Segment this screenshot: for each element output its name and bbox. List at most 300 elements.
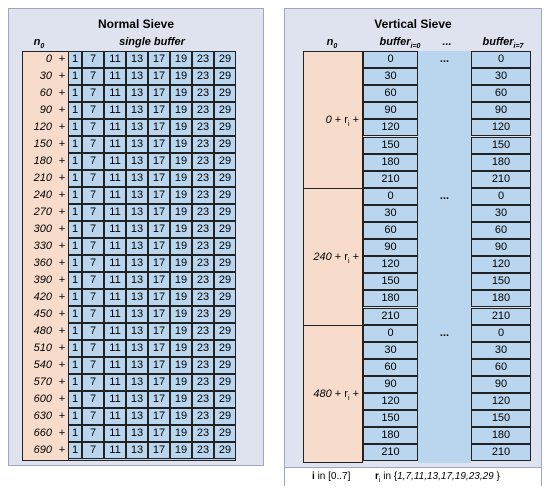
residue-cell: 1	[68, 136, 82, 153]
residue-cell: 23	[192, 374, 214, 391]
residue-cell: 29	[214, 306, 236, 323]
residue-cell: 7	[82, 170, 104, 187]
residue-cell: 29	[214, 272, 236, 289]
buffer-i0-cell: 150	[363, 273, 418, 290]
residue-cell: 17	[148, 306, 170, 323]
residue-cell: 19	[170, 221, 192, 238]
buffer-i7-cell: 30	[471, 342, 531, 359]
residue-cell: 1	[68, 68, 82, 85]
residue-cell: 7	[82, 425, 104, 442]
residue-cell: 29	[214, 408, 236, 425]
residue-cell: 23	[192, 340, 214, 357]
n0-value: 150	[33, 138, 52, 150]
residue-cell: 29	[214, 442, 236, 459]
group-label	[303, 113, 359, 132]
plus-sign: +	[58, 257, 65, 269]
n0-value: 420	[33, 291, 52, 303]
residue-cell: 13	[126, 136, 148, 153]
residue-cell: 23	[192, 425, 214, 442]
plus-sign: +	[58, 155, 65, 167]
plus-sign: +	[58, 53, 65, 65]
residue-cell: 11	[104, 425, 126, 442]
residue-cell: 23	[192, 255, 214, 272]
plus-sign: +	[58, 291, 65, 303]
header-buffer-i7: buffer$_{i=7}$	[482, 36, 524, 51]
residue-cell: 23	[192, 153, 214, 170]
buffer-i0-cell: 120	[363, 119, 418, 136]
buffer-i0-cell: 60	[363, 85, 418, 102]
residue-cell: 17	[148, 408, 170, 425]
residue-cell: 7	[82, 51, 104, 68]
buffer-i7-cell: 120	[471, 119, 531, 136]
residue-cell: 1	[68, 408, 82, 425]
plus-r: + r	[334, 251, 348, 263]
residue-cell: 1	[68, 85, 82, 102]
residue-cell: 11	[104, 68, 126, 85]
residue-cell: 19	[170, 187, 192, 204]
buffer-i0-cell: 60	[363, 222, 418, 239]
residue-cell: 23	[192, 357, 214, 374]
residue-cell: 13	[126, 374, 148, 391]
residue-cell: 13	[126, 357, 148, 374]
residue-cell: 17	[148, 357, 170, 374]
residue-cell: 7	[82, 408, 104, 425]
residue-cell: 13	[126, 68, 148, 85]
residue-cell: 19	[170, 153, 192, 170]
residue-cell: 7	[82, 221, 104, 238]
residue-cell: 23	[192, 170, 214, 187]
n0-value: 540	[33, 359, 52, 371]
plus-sign: +	[58, 274, 65, 286]
n0-value: 240	[33, 189, 52, 201]
n0-value: 30	[39, 70, 52, 82]
buffer-i0-cell: 30	[363, 68, 418, 85]
residue-cell: 19	[170, 204, 192, 221]
dots: ...	[439, 53, 450, 65]
residue-cell: 29	[214, 425, 236, 442]
residue-cell: 11	[104, 323, 126, 340]
residue-cell: 13	[126, 425, 148, 442]
n0-value: 270	[33, 206, 52, 218]
n0-value: 480	[33, 325, 52, 337]
residue-cell: 23	[192, 442, 214, 459]
plus-sign: +	[349, 114, 359, 126]
buffer-i7-cell: 30	[471, 205, 531, 222]
residue-cell: 17	[148, 221, 170, 238]
buffer-i7-cell: 210	[471, 308, 531, 325]
n0-value: 510	[33, 342, 52, 354]
residue-cell: 11	[104, 238, 126, 255]
n0-value: 600	[33, 393, 52, 405]
r-set-legend: $r_i$ in {1,7,11,13,17,19,23,29 }	[375, 471, 500, 484]
legend-footer	[285, 467, 541, 487]
residue-cell: 23	[192, 51, 214, 68]
buffer-i0-cell: 180	[363, 154, 418, 171]
residue-cell: 29	[214, 238, 236, 255]
buffer-i7-cell: 0	[471, 188, 531, 205]
buffer-i0-cell: 60	[363, 359, 418, 376]
buffer-i7-cell: 90	[471, 102, 531, 119]
residue-cell: 19	[170, 170, 192, 187]
residue-cell: 23	[192, 187, 214, 204]
residue-cell: 19	[170, 289, 192, 306]
residue-cell: 19	[170, 68, 192, 85]
buffer-i0-cell: 0	[363, 51, 418, 68]
n0-value: 0	[45, 53, 52, 65]
residue-cell: 29	[214, 357, 236, 374]
residue-cell: 17	[148, 391, 170, 408]
residue-cell: 11	[104, 136, 126, 153]
plus-r: + r	[334, 114, 348, 126]
dots: ...	[439, 190, 450, 202]
residue-cell: 29	[214, 323, 236, 340]
residue-cell: 1	[68, 102, 82, 119]
plus-sign: +	[58, 240, 65, 252]
n0-value: 300	[33, 223, 52, 235]
plus-r: + r	[334, 388, 348, 400]
residue-cell: 29	[214, 153, 236, 170]
group-base: 240	[313, 251, 335, 263]
residue-cell: 11	[104, 408, 126, 425]
residue-cell: 19	[170, 306, 192, 323]
residue-cell: 7	[82, 187, 104, 204]
residue-cell: 1	[68, 374, 82, 391]
buffer-i7-cell: 210	[471, 444, 531, 461]
residue-cell: 11	[104, 272, 126, 289]
n0-value: 210	[33, 172, 52, 184]
residue-cell: 19	[170, 238, 192, 255]
n0-value: 660	[33, 427, 52, 439]
buffer-i7-cell: 180	[471, 154, 531, 171]
residue-cell: 13	[126, 221, 148, 238]
normal-sieve-panel	[8, 8, 264, 466]
residue-cell: 7	[82, 204, 104, 221]
residue-cell: 17	[148, 68, 170, 85]
residue-cell: 11	[104, 102, 126, 119]
residue-cell: 13	[126, 238, 148, 255]
buffer-i7-cell: 120	[471, 393, 531, 410]
n0-value: 360	[33, 257, 52, 269]
r-subscript: i	[347, 258, 350, 266]
residue-cell: 1	[68, 187, 82, 204]
plus-sign: +	[58, 172, 65, 184]
residue-cell: 11	[104, 255, 126, 272]
buffer-i7-cell: 150	[471, 273, 531, 290]
residue-cell: 1	[68, 357, 82, 374]
residue-cell: 13	[126, 289, 148, 306]
residue-cell: 17	[148, 238, 170, 255]
buffer-i0-cell: 30	[363, 342, 418, 359]
residue-cell: 17	[148, 272, 170, 289]
residue-cell: 1	[68, 221, 82, 238]
plus-sign: +	[58, 87, 65, 99]
residue-cell: 17	[148, 425, 170, 442]
residue-cell: 13	[126, 102, 148, 119]
residue-cell: 23	[192, 85, 214, 102]
residue-cell: 7	[82, 391, 104, 408]
buffer-i7-cell: 120	[471, 256, 531, 273]
residue-cell: 11	[104, 306, 126, 323]
residue-cell: 1	[68, 323, 82, 340]
buffer-i0-cell: 90	[363, 376, 418, 393]
buffer-i7-cell: 150	[471, 410, 531, 427]
buffer-i7-cell: 90	[471, 239, 531, 256]
residue-cell: 11	[104, 340, 126, 357]
plus-sign: +	[58, 359, 65, 371]
residue-cell: 13	[126, 442, 148, 459]
n0-value: 330	[33, 240, 52, 252]
residue-cell: 1	[68, 204, 82, 221]
residue-cell: 13	[126, 408, 148, 425]
residue-cell: 17	[148, 187, 170, 204]
residue-cell: 19	[170, 119, 192, 136]
residue-cell: 1	[68, 289, 82, 306]
residue-cell: 23	[192, 238, 214, 255]
residue-cell: 19	[170, 255, 192, 272]
residue-cell: 1	[68, 442, 82, 459]
buffer-i7-cell: 60	[471, 85, 531, 102]
residue-cell: 7	[82, 153, 104, 170]
residue-cell: 17	[148, 119, 170, 136]
residue-cell: 13	[126, 272, 148, 289]
buffer-i7-cell: 0	[471, 51, 531, 68]
residue-cell: 7	[82, 68, 104, 85]
buffer-i7-cell: 90	[471, 376, 531, 393]
residue-cell: 7	[82, 306, 104, 323]
n0-value: 60	[39, 87, 52, 99]
residue-cell: 29	[214, 68, 236, 85]
buffer-i0-cell: 0	[363, 188, 418, 205]
group-base: 480	[313, 388, 335, 400]
residue-cell: 11	[104, 187, 126, 204]
residue-cell: 7	[82, 442, 104, 459]
buffer-i7-cell: 0	[471, 325, 531, 342]
residue-cell: 7	[82, 119, 104, 136]
plus-sign: +	[58, 376, 65, 388]
residue-cell: 11	[104, 51, 126, 68]
residue-cell: 13	[126, 153, 148, 170]
header-dots: ...	[442, 36, 452, 48]
residue-cell: 17	[148, 323, 170, 340]
residue-cell: 19	[170, 85, 192, 102]
buffer-i7-cell: 60	[471, 359, 531, 376]
buffer-i7-cell: 180	[471, 290, 531, 307]
residue-cell: 1	[68, 170, 82, 187]
n0-value: 180	[33, 155, 52, 167]
residue-cell: 29	[214, 136, 236, 153]
residue-cell: 29	[214, 391, 236, 408]
residue-cell: 11	[104, 204, 126, 221]
residue-cell: 17	[148, 51, 170, 68]
n0-value: 90	[39, 104, 52, 116]
dots-column	[418, 51, 471, 463]
residue-cell: 7	[82, 238, 104, 255]
buffer-i0-cell: 210	[363, 308, 418, 325]
residue-cell: 17	[148, 85, 170, 102]
header-buffer-i0: buffer$_{i=0}$	[379, 36, 421, 51]
plus-sign: +	[349, 388, 359, 400]
residue-cell: 13	[126, 340, 148, 357]
residue-cell: 1	[68, 153, 82, 170]
plus-sign: +	[58, 393, 65, 405]
residue-cell: 23	[192, 136, 214, 153]
residue-cell: 11	[104, 221, 126, 238]
residue-cell: 17	[148, 204, 170, 221]
residue-cell: 19	[170, 323, 192, 340]
buffer-i0-cell: 30	[363, 205, 418, 222]
residue-cell: 7	[82, 85, 104, 102]
buffer-i0-cell: 90	[363, 102, 418, 119]
residue-cell: 13	[126, 170, 148, 187]
residue-cell: 7	[82, 323, 104, 340]
residue-cell: 19	[170, 340, 192, 357]
residue-cell: 29	[214, 289, 236, 306]
normal-sieve-title: Normal Sieve	[97, 17, 175, 31]
residue-cell: 17	[148, 374, 170, 391]
plus-sign: +	[58, 342, 65, 354]
residue-cell: 1	[68, 391, 82, 408]
residue-cell: 29	[214, 221, 236, 238]
residue-cell: 19	[170, 374, 192, 391]
buffer-i7-cell: 210	[471, 171, 531, 188]
residue-cell: 13	[126, 391, 148, 408]
residue-cell: 1	[68, 340, 82, 357]
residue-cell: 13	[126, 119, 148, 136]
residue-cell: 13	[126, 51, 148, 68]
residue-cell: 11	[104, 85, 126, 102]
header-n0: $n_0$	[326, 36, 338, 51]
residue-cell: 7	[82, 102, 104, 119]
plus-sign: +	[58, 325, 65, 337]
residue-cell: 19	[170, 102, 192, 119]
residue-cell: 7	[82, 255, 104, 272]
residue-cell: 7	[82, 272, 104, 289]
buffer-i7-cell: 30	[471, 68, 531, 85]
residue-cell: 29	[214, 119, 236, 136]
residue-cell: 29	[214, 102, 236, 119]
residue-cell: 11	[104, 289, 126, 306]
plus-sign: +	[58, 189, 65, 201]
residue-cell: 11	[104, 442, 126, 459]
residue-cell: 1	[68, 51, 82, 68]
residue-cell: 11	[104, 391, 126, 408]
residue-cell: 13	[126, 306, 148, 323]
residue-cell: 29	[214, 204, 236, 221]
residue-cell: 23	[192, 408, 214, 425]
residue-cell: 13	[126, 204, 148, 221]
residue-cell: 7	[82, 357, 104, 374]
residue-cell: 29	[214, 51, 236, 68]
header-n0: $n_0$	[33, 36, 45, 51]
residue-cell: 1	[68, 255, 82, 272]
residue-cell: 13	[126, 323, 148, 340]
buffer-i7-cell: 60	[471, 222, 531, 239]
group-base: 0	[325, 114, 335, 126]
n0-value: 390	[33, 274, 52, 286]
residue-cell: 23	[192, 289, 214, 306]
residue-cell: 7	[82, 374, 104, 391]
residue-cell: 17	[148, 289, 170, 306]
residue-cell: 17	[148, 153, 170, 170]
residue-cell: 17	[148, 102, 170, 119]
residue-cell: 23	[192, 102, 214, 119]
residue-cell: 19	[170, 425, 192, 442]
plus-sign: +	[58, 121, 65, 133]
plus-sign: +	[58, 444, 65, 456]
residue-cell: 23	[192, 221, 214, 238]
residue-cell: 19	[170, 391, 192, 408]
residue-cell: 29	[214, 255, 236, 272]
vertical-sieve-title: Vertical Sieve	[374, 17, 452, 31]
plus-sign: +	[58, 410, 65, 422]
residue-cell: 17	[148, 170, 170, 187]
residue-cell: 29	[214, 187, 236, 204]
header-single-buffer: single buffer	[119, 36, 185, 48]
residue-cell: 23	[192, 204, 214, 221]
buffer-i0-cell: 120	[363, 393, 418, 410]
buffer-i0-cell: 120	[363, 256, 418, 273]
residue-cell: 19	[170, 442, 192, 459]
residue-cell: 19	[170, 272, 192, 289]
n0-value: 570	[33, 376, 52, 388]
residue-cell: 7	[82, 340, 104, 357]
buffer-i0-cell: 90	[363, 239, 418, 256]
i-range-legend: i in [0..7]	[312, 471, 351, 482]
plus-sign: +	[58, 206, 65, 218]
buffer-i7-cell: 150	[471, 137, 531, 154]
residue-cell: 17	[148, 340, 170, 357]
buffer-i0-cell: 0	[363, 325, 418, 342]
residue-cell: 29	[214, 85, 236, 102]
residue-cell: 19	[170, 51, 192, 68]
residue-cell: 19	[170, 136, 192, 153]
group-divider	[303, 325, 363, 326]
buffer-i0-cell: 150	[363, 410, 418, 427]
n0-value: 630	[33, 410, 52, 422]
residue-cell: 7	[82, 289, 104, 306]
buffer-i0-cell: 210	[363, 444, 418, 461]
residue-cell: 19	[170, 357, 192, 374]
residue-cell: 17	[148, 255, 170, 272]
residue-cell: 29	[214, 170, 236, 187]
plus-sign: +	[58, 70, 65, 82]
residue-cell: 11	[104, 153, 126, 170]
n0-value: 450	[33, 308, 52, 320]
r-subscript: i	[347, 395, 350, 403]
residue-cell: 1	[68, 425, 82, 442]
plus-sign: +	[58, 104, 65, 116]
plus-sign: +	[58, 223, 65, 235]
group-divider	[303, 188, 363, 189]
buffer-i0-cell: 210	[363, 171, 418, 188]
residue-cell: 23	[192, 391, 214, 408]
plus-sign: +	[349, 251, 359, 263]
residue-cell: 23	[192, 119, 214, 136]
residue-cell: 23	[192, 272, 214, 289]
residue-cell: 23	[192, 68, 214, 85]
residue-cell: 1	[68, 272, 82, 289]
residue-cell: 7	[82, 136, 104, 153]
residue-cell: 11	[104, 119, 126, 136]
residue-cell: 11	[104, 357, 126, 374]
residue-cell: 19	[170, 408, 192, 425]
dots: ...	[439, 327, 450, 339]
residue-cell: 23	[192, 306, 214, 323]
buffer-i7-cell: 180	[471, 427, 531, 444]
n0-value: 120	[33, 121, 52, 133]
residue-cell: 11	[104, 170, 126, 187]
residue-cell: 1	[68, 238, 82, 255]
